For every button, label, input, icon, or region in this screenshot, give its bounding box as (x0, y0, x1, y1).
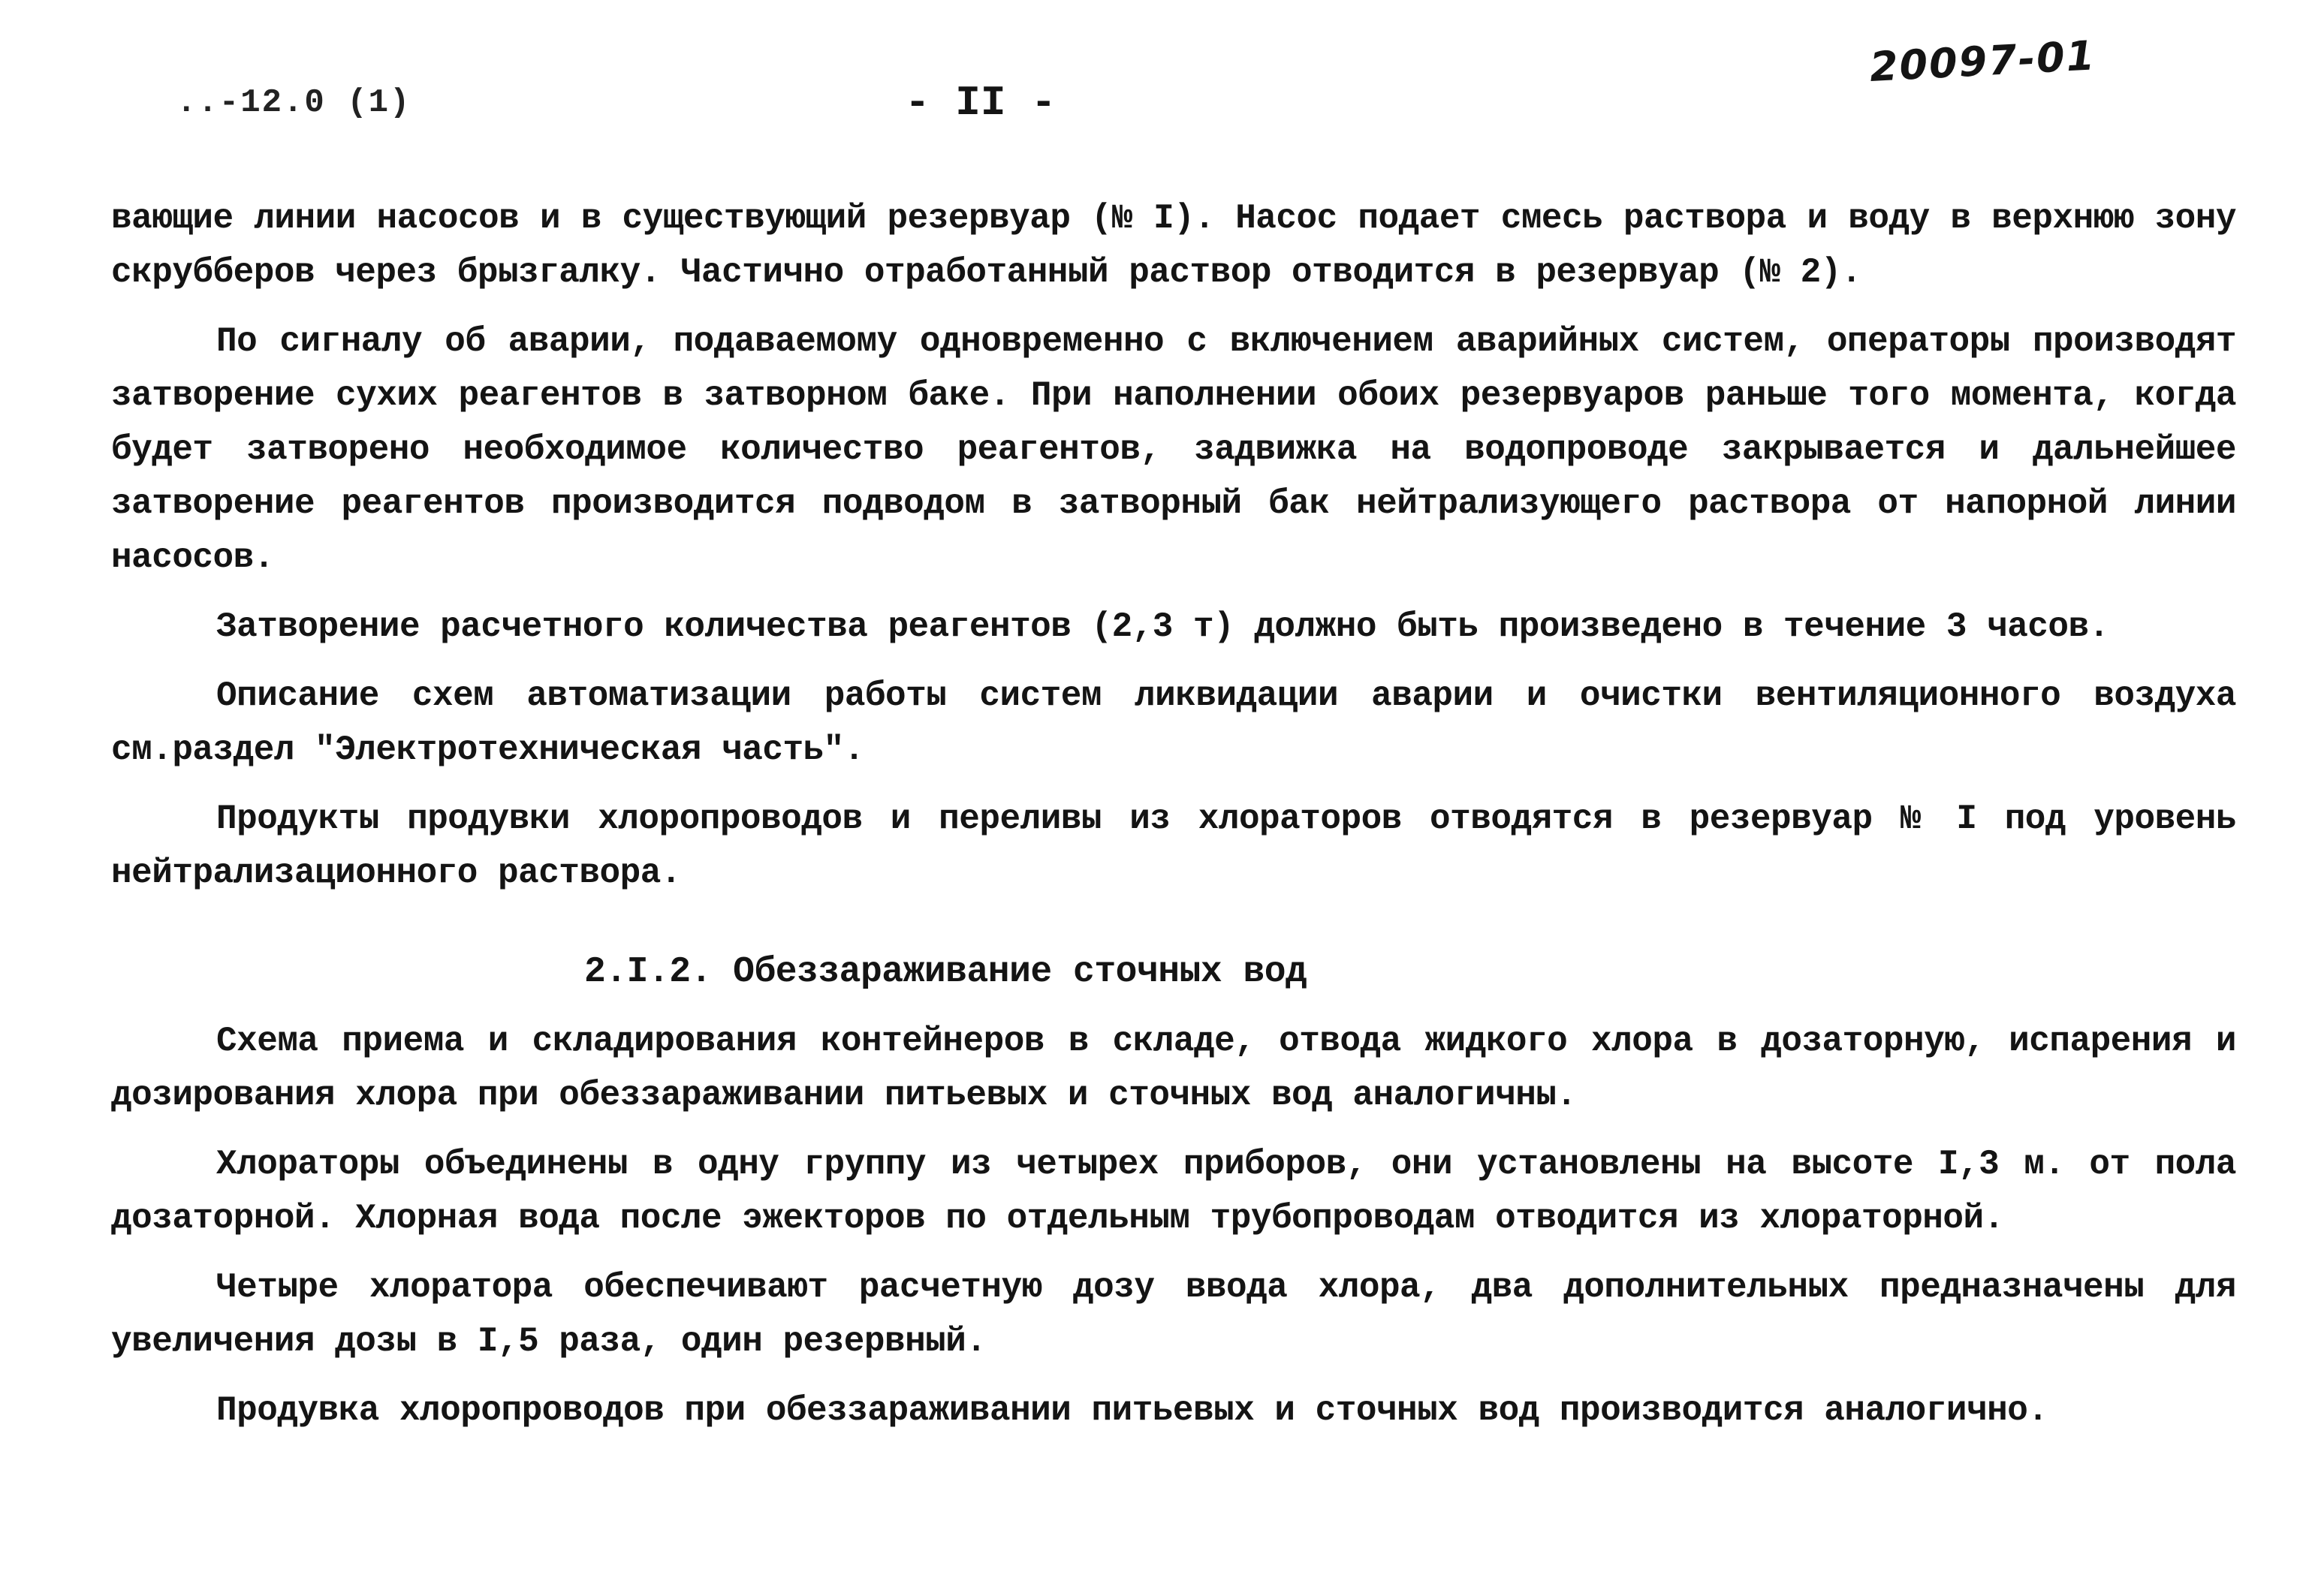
paragraph: Продукты продувки хлоропроводов и переливы из хлораторов отводятся в резервуар № I под уровень нейтрализационного раствора. (111, 800, 2236, 893)
paragraph: Описание схем автоматизации работы систем ликвидации аварии и очистки вентиляционного воздуха см.раздел "Электротехническая часть". (111, 676, 2236, 769)
paragraph: Затворение расчетного количества реагентов (2,3 т) должно быть произведено в течение 3 часов. (216, 607, 2109, 646)
document-body (111, 191, 2236, 1453)
paragraph: Схема приема и складирования контейнеров в складе, отвода жидкого хлора в дозаторную, испарения и дозирования хлора при обеззараживании питьевых и сточных вод аналогичны. (111, 1022, 2236, 1115)
paragraph-continuation: вающие линии насосов и в существующий резервуар (№ I). Насос подает смесь раствора и воду в верхнюю зону скрубберов через брызгалку. Частично отработанный раствор отводится в резервуар (№ 2). (111, 199, 2236, 292)
paragraph: Четыре хлоратора обеспечивают расчетную дозу ввода хлора, два дополнительных предназначены для увеличения дозы в I,5 раза, один резервный. (111, 1268, 2236, 1361)
paragraph: Продувка хлоропроводов при обеззараживании питьевых и сточных вод производится аналогично. (216, 1391, 2048, 1430)
section-heading: 2.I.2. Обеззараживание сточных вод (584, 952, 1307, 992)
document-code: ..-12.0 (1) (176, 84, 411, 122)
handwritten-stamp-number: 20097-01 (1868, 32, 2097, 91)
paragraph: По сигналу об аварии, подаваемому одновременно с включением аварийных систем, операторы производят затворение сухих реагентов в затворном баке. При наполнении обоих резервуаров раньше того момента, когда будет затворено необходимое количество реагентов, задвижка на водопроводе закрывается и дальнейшее затворение реагентов производится подводом в затворный бак нейтрализующего раствора от напорной линии насосов. (111, 322, 2236, 577)
page-number: - II - (905, 79, 1057, 127)
paragraph: Хлораторы объединены в одну группу из четырех приборов, они установлены на высоте I,3 м. от пола дозаторной. Хлорная вода после эжекторов по отдельным трубопроводам отводится из хлораторной. (111, 1145, 2236, 1238)
